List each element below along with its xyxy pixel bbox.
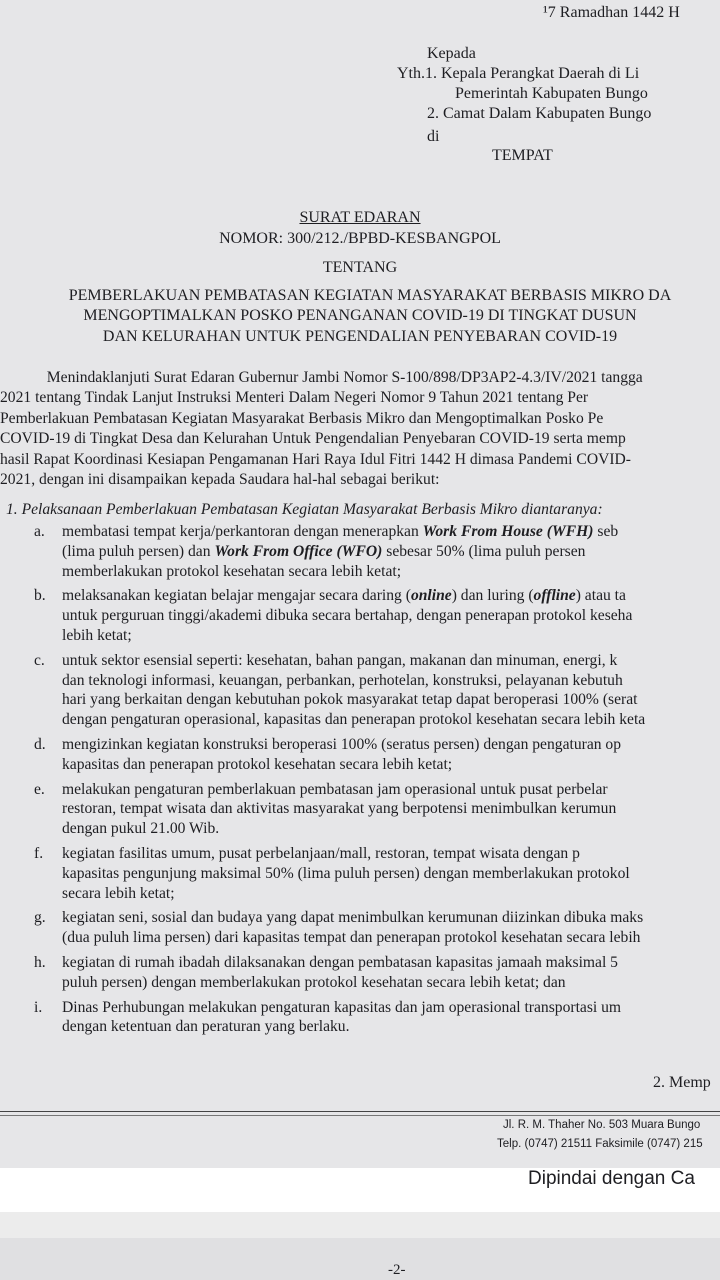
- intro-paragraph: [0, 368, 720, 490]
- recipient-2: 2. Camat Dalam Kabupaten Bungo: [427, 105, 652, 122]
- footer-rule-thin: [0, 1115, 720, 1116]
- page-gap: [0, 1212, 720, 1238]
- item-letter: a.: [34, 523, 45, 540]
- item-letter: f.: [34, 844, 44, 862]
- item-letter: h.: [34, 953, 46, 971]
- list-item: [0, 908, 720, 948]
- list-item: [0, 953, 720, 993]
- item-letter: b.: [34, 587, 46, 605]
- item-line: melaksanakan kegiatan belajar mengajar secara daring (online) dan luring (offline) atau ta: [62, 587, 626, 605]
- intro-line: Pemberlakuan Pembatasan Kegiatan Masyarakat Berbasis Mikro dan Mengoptimalkan Posko Pe: [0, 409, 604, 427]
- footer-address: Jl. R. M. Thaher No. 503 Muara Bungo: [503, 1119, 701, 1131]
- list-item: [0, 780, 720, 839]
- letter-date: ¹7 Ramadhan 1442 H: [543, 4, 680, 21]
- item-line: dengan ketentuan dan peraturan yang berlaku.: [62, 1018, 350, 1036]
- intro-line: Menindaklanjuti Surat Edaran Gubernur Jambi Nomor S-100/898/DP3AP2-4.3/IV/2021 tangga: [0, 369, 643, 386]
- point-1-heading: 1. Pelaksanaan Pemberlakuan Pembatasan Kegiatan Masyarakat Berbasis Mikro diantaranya:: [6, 501, 603, 518]
- item-letter: c.: [34, 651, 45, 669]
- item-line: untuk perguruan tinggi/akademi dibuka secara bertahap, dengan penerapan protokol keseha: [62, 607, 633, 625]
- subject-line-2: MENGOPTIMALKAN POSKO PENANGANAN COVID-19 DI TINGKAT DUSUN: [83, 307, 637, 324]
- continued-marker: 2. Memp: [653, 1074, 711, 1091]
- intro-line: hasil Rapat Koordinasi Kesiapan Pengamanan Hari Raya Idul Fitri 1442 H dimasa Pandemi COVID-: [0, 450, 631, 468]
- item-line: dengan pukul 21.00 Wib.: [62, 820, 220, 838]
- recipient-1-cont: Pemerintah Kabupaten Bungo: [455, 85, 648, 102]
- item-line: kegiatan seni, sosial dan budaya yang dapat menimbulkan kerumunan diizinkan dibuka maks: [62, 909, 644, 927]
- item-line: kapasitas dan penerapan protokol kesehatan secara lebih ketat;: [62, 755, 453, 773]
- item-line: memberlakukan protokol kesehatan secara lebih ketat;: [62, 562, 402, 580]
- kepada-label: Kepada: [427, 45, 476, 62]
- item-letter: g.: [34, 909, 46, 927]
- item-letter: i.: [34, 998, 43, 1016]
- subject-line-3: DAN KELURAHAN UNTUK PENGENDALIAN PENYEBARAN COVID-19: [102, 328, 618, 345]
- intro-line: COVID-19 di Tingkat Desa dan Kelurahan Untuk Pengendalian Penyebaran COVID-19 serta memp: [0, 430, 626, 448]
- list-item: [0, 844, 720, 903]
- item-line: puluh persen) dengan memberlakukan protokol kesehatan secara lebih ketat; dan: [62, 973, 566, 991]
- scan-watermark: Dipindai dengan Ca: [528, 1168, 695, 1189]
- list-item: [0, 735, 720, 775]
- item-line: (dua puluh lima persen) dari kapasitas tempat dan penerapan protokol kesehatan secara lebih: [62, 929, 641, 947]
- item-letter: d.: [34, 735, 46, 753]
- recipient-1: Yth.1. Kepala Perangkat Daerah di Li: [397, 65, 640, 82]
- next-page: [0, 1238, 720, 1280]
- surat-edaran-title: SURAT EDARAN: [299, 209, 421, 226]
- item-line: kegiatan di rumah ibadah dilaksanakan dengan pembatasan kapasitas jamaah maksimal 5: [62, 953, 618, 971]
- list-item: [0, 586, 720, 645]
- item-line: (lima puluh persen) dan Work From Office (WFO) sebesar 50% (lima puluh persen: [62, 542, 586, 560]
- item-line: Dinas Perhubungan melakukan pengaturan kapasitas dan jam operasional transportasi um: [62, 998, 622, 1016]
- item-line: dan teknologi informasi, keuangan, perbankan, perhotelan, konstruksi, pelayanan kebutuh: [62, 671, 623, 689]
- tentang-label: TENTANG: [322, 259, 398, 276]
- footer-phone: Telp. (0747) 21511 Faksimile (0747) 215: [497, 1138, 703, 1150]
- tempat-label: TEMPAT: [492, 147, 553, 164]
- nomor-line: NOMOR: 300/212./BPBD-KESBANGPOL: [219, 230, 501, 247]
- item-line: secara lebih ketat;: [62, 884, 175, 902]
- item-line: untuk sektor esensial seperti: kesehatan, bahan pangan, makanan dan minuman, energi, k: [62, 651, 618, 669]
- footer-rule: [0, 1111, 720, 1112]
- item-line: lebih ketat;: [62, 626, 132, 644]
- list-item: [0, 998, 720, 1038]
- subject-line-1: PEMBERLAKUAN PEMBATASAN KEGIATAN MASYARAKAT BERBASIS MIKRO DA: [68, 287, 672, 304]
- di-label: di: [427, 128, 440, 145]
- intro-line: 2021 tentang Tindak Lanjut Instruksi Menteri Dalam Negeri Nomor 9 Tahun 2021 tentang Per: [0, 389, 589, 407]
- item-letter: e.: [34, 780, 45, 798]
- item-line: kapasitas pengunjung maksimal 50% (lima puluh persen) dengan memberlakukan protokol: [62, 864, 630, 882]
- item-list: [0, 522, 720, 1042]
- item-line: restoran, tempat wisata dan aktivitas masyarakat yang berpotensi menimbulkan kerumun: [62, 800, 617, 818]
- list-item: [0, 522, 720, 581]
- page-number: -2-: [388, 1262, 406, 1278]
- item-line: hari yang berkaitan dengan kebutuhan pokok masyarakat tetap dapat beroperasi 100% (serat: [62, 691, 638, 709]
- list-item: [0, 651, 720, 730]
- item-line: melakukan pengaturan pemberlakuan pembatasan jam operasional untuk pusat perbelar: [62, 780, 608, 798]
- intro-line: 2021, dengan ini disampaikan kepada Saudara hal-hal sebagai berikut:: [0, 471, 440, 489]
- item-line: mengizinkan kegiatan konstruksi beroperasi 100% (seratus persen) dengan pengaturan op: [62, 735, 622, 753]
- item-line: membatasi tempat kerja/perkantoran dengan menerapkan Work From House (WFH) seb: [62, 523, 619, 540]
- item-line: kegiatan fasilitas umum, pusat perbelanjaan/mall, restoran, tempat wisata dengan p: [62, 844, 580, 862]
- item-line: dengan pengaturan operasional, kapasitas dan penerapan protokol kesehatan secara lebih keta: [62, 711, 646, 729]
